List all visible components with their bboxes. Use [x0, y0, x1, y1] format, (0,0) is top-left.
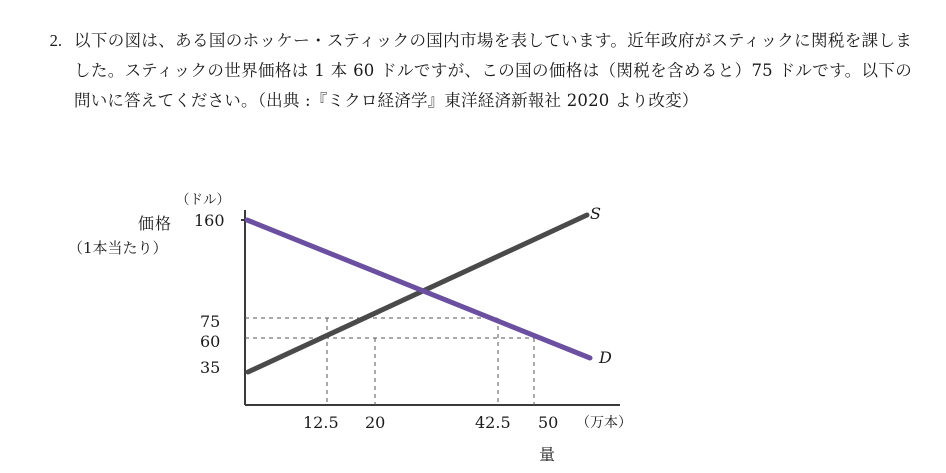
y-tick-label-60: 60 [200, 332, 221, 351]
supply-curve-label: S [590, 204, 601, 223]
question-block [22, 26, 912, 116]
x-tick-label-42-5: 42.5 [475, 413, 511, 432]
supply-demand-chart [60, 180, 680, 464]
demand-curve [247, 220, 590, 358]
demand-curve-label: D [599, 348, 612, 367]
x-tick-label-20: 20 [365, 413, 386, 432]
y-tick-label-160: 160 [194, 211, 225, 230]
y-axis-sublabel: （1本当たり） [68, 239, 168, 257]
x-tick-label-12-5: 12.5 [303, 413, 339, 432]
question-number: 2. [49, 31, 62, 50]
y-tick-label-35: 35 [200, 358, 221, 377]
x-axis-label: 量 [539, 445, 557, 464]
y-tick-label-75: 75 [200, 312, 221, 331]
question-text [74, 26, 912, 116]
x-axis-unit-label: （万本） [576, 415, 632, 431]
question-paragraph: 以下の図は、ある国のホッケー・スティックの国内市場を表しています。近年政府がスティックに関税を課しました。スティックの世界価格は 1 本 60 ドルですが、この国の価格は（関税を含めると）75 ドルです。以下の問いに答えてください。（出典 :『ミクロ経済学』東洋経済新報社 2020 より改変） [74, 31, 912, 110]
y-axis-label: 価格 [138, 214, 173, 233]
y-axis-unit-label: （ドル） [176, 192, 230, 208]
x-tick-label-50: 50 [538, 413, 559, 432]
